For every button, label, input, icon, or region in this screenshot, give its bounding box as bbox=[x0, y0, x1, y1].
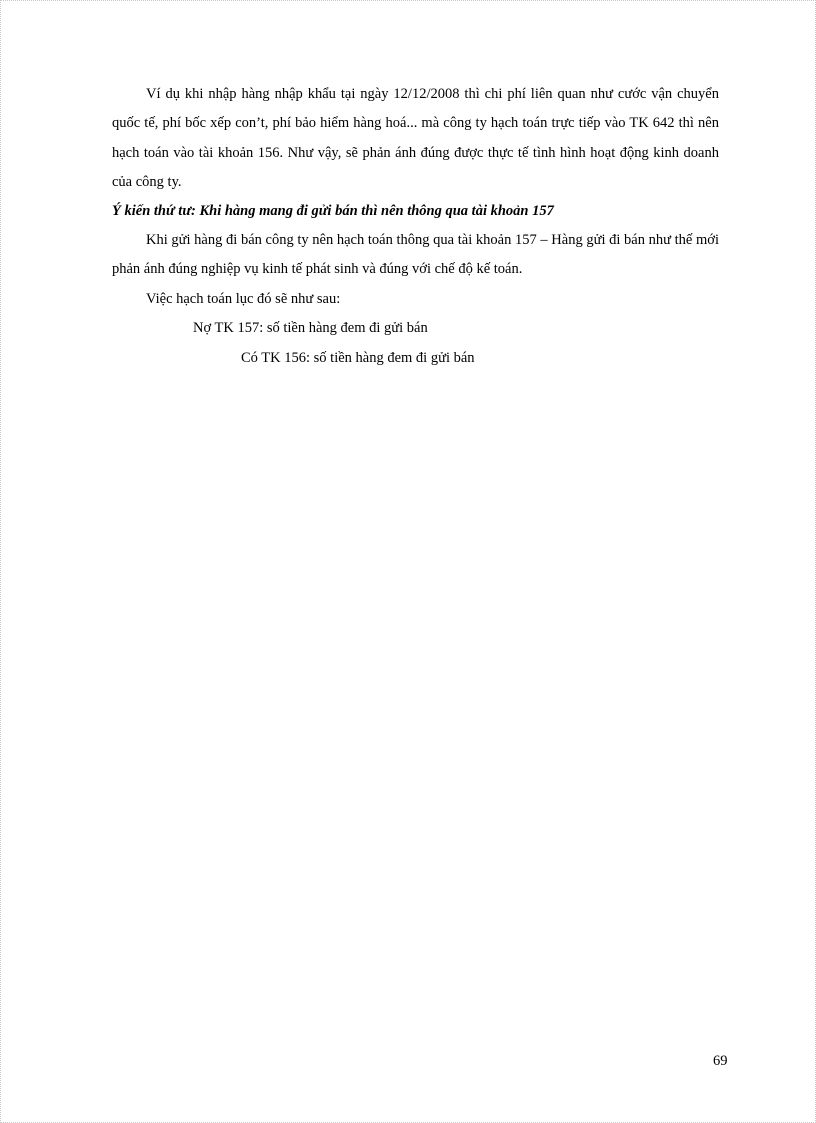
paragraph-example: Ví dụ khi nhập hàng nhập khẩu tại ngày 12/12/2008 thì chi phí liên quan như cước vận chuyển quốc tế, phí bốc xếp con’t, phí bảo hiểm hàng hoá... mà công ty hạch toán trực tiếp vào TK 642 thì nên hạch toán vào tài khoản 156. Như vậy, sẽ phản ánh đúng được thực tế tình hình hoạt động kinh doanh của công ty. bbox=[112, 86, 719, 191]
debit-entry: Nợ TK 157: số tiền hàng đem đi gửi bán bbox=[193, 320, 428, 336]
page-number: 69 bbox=[713, 1053, 728, 1069]
entry-intro: Việc hạch toán lục đó sẽ như sau: bbox=[146, 291, 341, 307]
section-heading: Ý kiến thứ tư: Khi hàng mang đi gửi bán thì nên thông qua tài khoản 157 bbox=[112, 203, 554, 219]
paragraph-consignment: Khi gửi hàng đi bán công ty nên hạch toán thông qua tài khoản 157 – Hàng gửi đi bán như thế mới phản ánh đúng nghiệp vụ kinh tế phát sinh và đúng với chế độ kế toán. bbox=[112, 232, 719, 278]
credit-entry: Có TK 156: số tiền hàng đem đi gửi bán bbox=[241, 350, 475, 366]
